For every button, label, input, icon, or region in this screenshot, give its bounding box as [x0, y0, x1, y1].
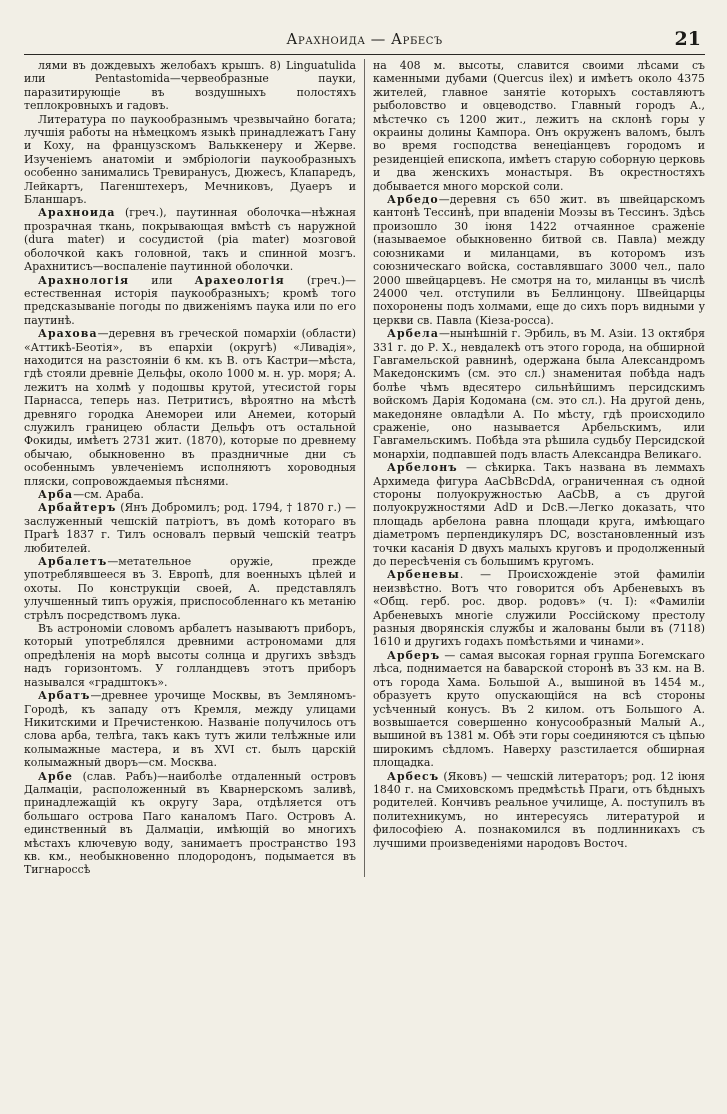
- dictionary-entry: [24, 501, 356, 555]
- dictionary-entry: [24, 274, 356, 328]
- entry-text: (слав. Рабъ)—наиболѣе отдаленный островъ Далмаціи, расположенный въ Кварнерскомъ заливѣ, принадлежащій къ округу Зара, отдѣляется отъ большаго острова Паго каналомъ Паго. Островъ А. единственный въ Далмаціи, имѣющій во многихъ мѣстахъ ключевую воду, занимаетъ пространство 193 кв. км., необыкновенно плодородонъ, подымается въ Тигнароссѣ: [24, 769, 356, 877]
- entry-text: (греч.), паутинная оболочка—нѣжная прозрачная ткань, покрывающая вмѣстѣ съ наружной (dura mater) и сосудистой (pia mater) мозговой оболочкой какъ головной, такъ и спинной мозгъ. Арахнитисъ—воспаленіе паутинной оболочки.: [24, 206, 356, 274]
- dictionary-entry: [373, 461, 705, 568]
- entry-headword: Арахова: [38, 327, 98, 341]
- entry-headword: Арберъ: [386, 648, 441, 662]
- entry-headword: Арахнологія: [38, 273, 130, 287]
- dictionary-entry: [24, 488, 356, 501]
- entry-text: —нынѣшній г. Эрбиль, въ М. Азіи. 13 октября 331 г. до Р. Х., невдалекѣ отъ этого города, на обширной Гавгамельской равнинѣ, одержана была Александромъ Македонскимъ (см. это сл.) знаменитая побѣда надъ болѣе чѣмъ вдесятеро сильнѣйшимъ персидскимъ войскомъ Дарія Кодомана (см. это сл.). На другой день, македоняне овладѣли А. По мѣсту, гдѣ происходило сраженіе, оно называется Арбельскимъ, или Гавгамельскимъ. Побѣда эта рѣшила судьбу Персидской монархіи, подпавшей подъ власть Александра Великаго.: [372, 327, 705, 461]
- entry-headword: Арбалетъ: [38, 555, 108, 569]
- page-number: 21: [674, 28, 701, 50]
- entry-text: лями въ дождевыхъ желобахъ крышъ. 8) Linguatulida или Pentastomida—червеобразные пауки, паразитирующіе въ воздушныхъ полостяхъ теплокровныхъ и гадовъ.: [24, 59, 356, 113]
- dictionary-entry: [373, 568, 705, 648]
- page-header: [24, 30, 705, 55]
- entry-headword: Арбеневы: [386, 568, 460, 582]
- entry-text: —деревня въ греческой помархіи (области) «Аттикѣ-Беотія», въ епархіи (округѣ) «Ливадія», находится на разстояніи 6 км. къ В. отъ Кастри—мѣста, гдѣ стояли древніе Дельфы, около 1000 м. н. ур. моря; А. лежитъ на холмѣ у подошвы крутой, утесистой горы Парнасса, теперь наз. Петритисъ, вѣроятно на мѣстѣ древняго городка Анемореи или Анемеи, который служилъ границею области Дельфъ отъ остальной Фокиды, имѣетъ 2731 жит. (1870), которые по древнему обычаю, обыкновенно въ праздничные дни съ особеннымъ увлеченіемъ исполняютъ хороводныя пляски, сопровождаемыя пѣснями.: [24, 327, 356, 488]
- right-column: [373, 59, 705, 877]
- entry-text: . — Происхожденіе этой фамиліи неизвѣстно. Вотъ что говорится объ Арбеневыхъ въ «Общ. герб. рос. двор. родовъ» (ч. I): «Фамиліи Арбеневыхъ многіе служили Россійскому престолу разныя дворянскія службы и жалованы были въ (7118) 1610 и другихъ годахъ помѣстьями и чинами».: [372, 568, 705, 649]
- entry-headword: Арбела: [386, 327, 439, 341]
- entry-text: (Яковъ) — чешскій литераторъ; род. 12 іюня 1840 г. на Смиховскомъ предмѣстьѣ Праги, отъ бѣдныхъ родителей. Кончивъ реальное училище, А. поступилъ въ политехникумъ, но интересуясь литературой и философіею А. познакомился въ подлинникахъ съ лучшими произведеніями народовъ Восточ.: [372, 769, 705, 850]
- dictionary-entry: [24, 689, 356, 769]
- dictionary-entry: [373, 59, 705, 193]
- entry-headword: Арбе: [38, 769, 74, 783]
- entry-headword: Арбесъ: [386, 769, 440, 783]
- entry-headword: Арахноида: [38, 206, 116, 220]
- entry-text: —см. Араба.: [73, 488, 144, 501]
- dictionary-entry: [373, 649, 705, 770]
- entry-text: (греч.)—естественная исторія паукообразныхъ; кромѣ того предсказываніе погоды по движеніямъ паука или по его паутинѣ.: [24, 273, 356, 327]
- dictionary-entry: [24, 206, 356, 273]
- entry-text: на 408 м. высоты, славится своими лѣсами съ каменными дубами (Quercus ilex) и имѣетъ около 4375 жителей, главное занятіе которыхъ составляютъ рыболовство и овцеводство. Главный городъ А., мѣстечко съ 1200 жит., лежитъ на склонѣ горы у окраины долины Кампора. Онъ окруженъ валомъ, былъ во время господства венеціанцевъ городомъ и резиденціей епископа, имѣетъ старую соборную церковь и два женскихъ монастыря. Въ окрестностяхъ добывается много морской соли.: [372, 59, 705, 193]
- entry-text: —метательное оружіе, прежде употреблявшееся въ З. Европѣ, для военныхъ цѣлей и охоты. По конструкціи своей, А. представлялъ улучшенный типъ оружія, приспособленнаго къ метанію стрѣлъ посредствомъ лука.: [24, 555, 356, 622]
- dictionary-entry: [24, 59, 356, 113]
- entry-headword: Арба: [38, 488, 74, 501]
- entry-headword: Арбайтеръ: [38, 501, 117, 515]
- dictionary-entry: [373, 770, 705, 850]
- entry-text: или: [129, 273, 195, 287]
- entry-text: (Янъ Добромилъ; род. 1794, † 1870 г.) — заслуженный чешскій патріотъ, въ домѣ котораго въ Прагѣ 1837 г. Тилъ основалъ первый чешскій театръ любителей.: [24, 501, 356, 555]
- entry-text: — сѣкирка. Такъ названа въ леммахъ Архимеда фигура AaCbBcDdA, ограниченная съ одной стороны полуокружностью AaCbB, а съ другой полуокружностями AdD и DcB.—Легко доказать, что площадь арбелона равна площади круга, имѣющаго діаметромъ перпендикуляръ DC, возстановленный изъ точки касанія D двухъ малыхъ круговъ и продолженный до пересѣченія съ большимъ кругомъ.: [372, 461, 705, 569]
- dictionary-entry: [24, 327, 356, 488]
- entry-text: —деревня съ 650 жит. въ швейцарскомъ кантонѣ Тессинѣ, при впаденіи Моэзы въ Тессинъ. Здѣсь произошло 30 іюня 1422 отчаянное сраженіе (называемое обыкновенно битвой св. Павла) между союзниками и миланцами, въ которомъ изъ союзническаго войска, составлявшаго 3000 чел., пало 2000 швейцарцевъ. Не смотря на то, миланцы въ числѣ 24000 чел. отступили въ Беллинцону. Швейцарцы похоронены подъ холмами, еще до сихъ поръ видными у церкви св. Павла (Кіеза-росса).: [372, 193, 705, 327]
- dictionary-entry: [24, 770, 356, 877]
- dictionary-entry: [24, 113, 356, 207]
- entry-text: —древнее урочище Москвы, въ Земляномъ-Городѣ, къ западу отъ Кремля, между улицами Никитскими и Пречистенкою. Названіе получилось отъ слова арба, телѣга, такъ какъ тутъ жили телѣжные или колымажные мастера, и въ XVI ст. былъ царскій колымажный дворъ—см. Москва.: [24, 689, 356, 770]
- column-divider: [364, 59, 365, 877]
- left-column: [24, 59, 356, 877]
- dictionary-entry: [373, 193, 705, 327]
- entry-headword: Арахеологія: [194, 273, 285, 287]
- entry-text: Въ астрономіи словомъ арбалетъ называютъ приборъ, который употреблялся древними астрономами для опредѣленія на морѣ высоты солнца и другихъ звѣздъ надъ горизонтомъ. У голландцевъ этотъ приборъ назывался «градштокъ».: [24, 622, 356, 689]
- entry-text: — самая высокая горная группа Богемскаго лѣса, поднимается на баварской сторонѣ въ 33 км. на В. отъ города Хама. Большой А., вышиной въ 1454 м., образуетъ круто опускающійся на всѣ стороны усѣченный конусъ. Въ 2 килом. отъ Большого А. возвышается совершенно конусообразный Малый А., вышиной въ 1381 м. Обѣ эти горы соединяются съ цѣпью широкимъ сѣдломъ. Наверху разстилается обширная площадка.: [372, 648, 705, 770]
- entry-text: Литература по паукообразнымъ чрезвычайно богата; лучшія работы на нѣмецкомъ языкѣ принадлежатъ Гану и Коху, на французскомъ Вальккенеру и Жерве. Изученіемъ анатоміи и эмбріологіи паукообразныхъ особенно занимались Тревиранусъ, Дюжесъ, Клапаредъ, Лейкартъ, Пагенштехеръ, Мечниковъ, Дуаеръ и Бланшаръ.: [24, 112, 356, 207]
- entry-headword: Арбатъ: [38, 689, 91, 703]
- dictionary-entry: [373, 327, 705, 461]
- entry-headword: Арбелонъ: [386, 461, 458, 475]
- running-title: Арахноида — Арбесъ: [286, 32, 443, 48]
- dictionary-entry: [24, 555, 356, 622]
- entry-headword: Арбедо: [386, 193, 439, 207]
- dictionary-entry: [24, 622, 356, 689]
- two-column-body: [24, 59, 705, 877]
